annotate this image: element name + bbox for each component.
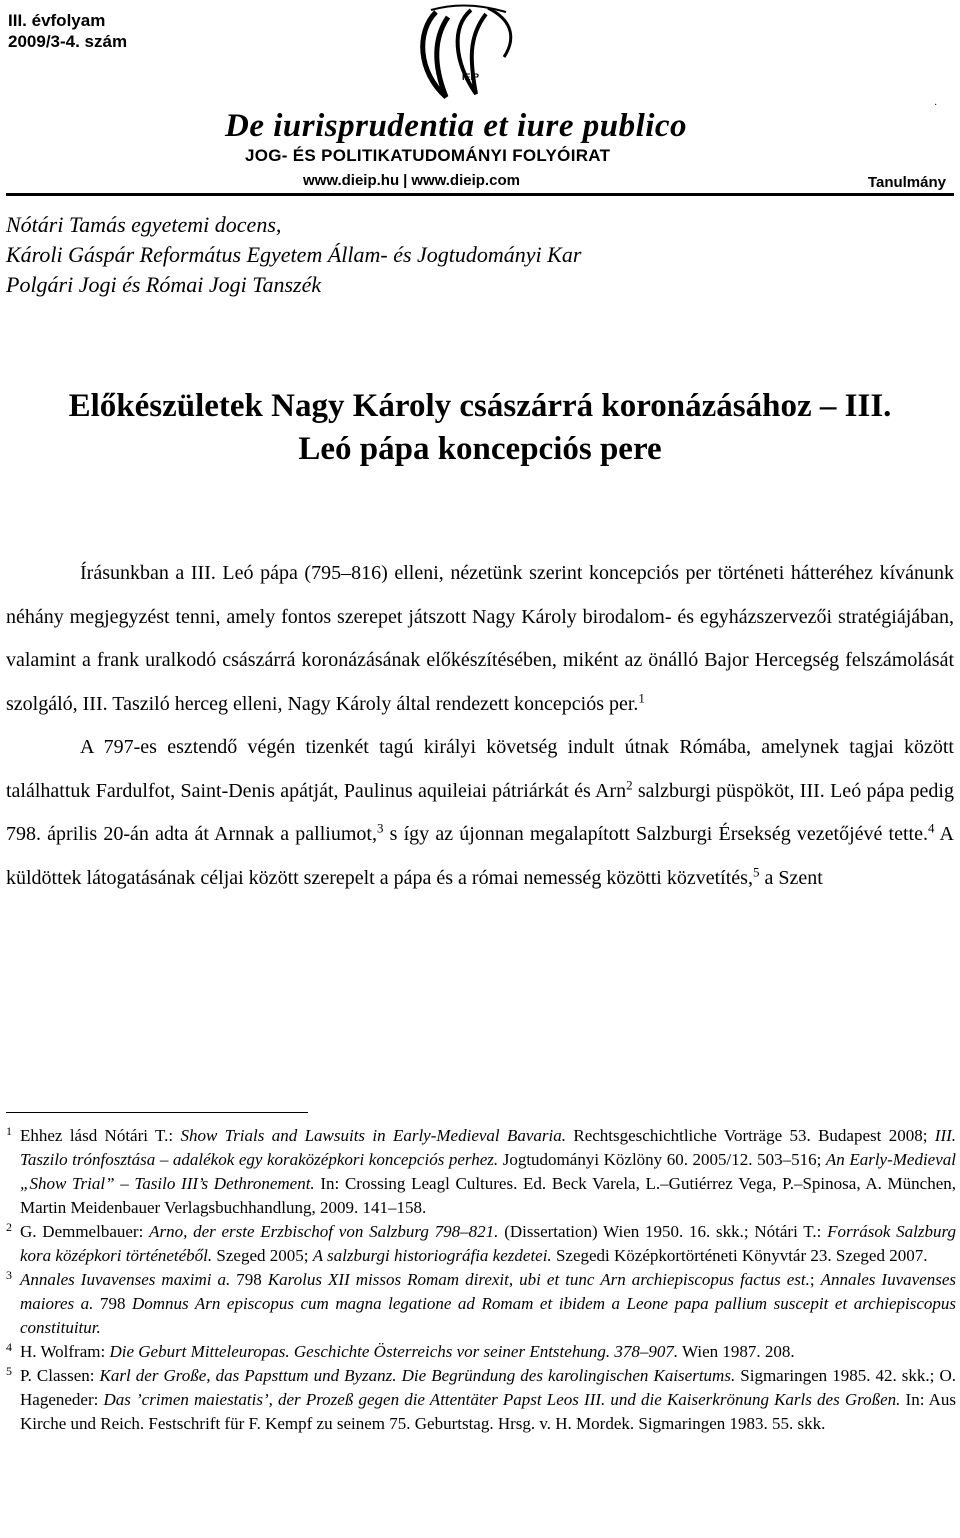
footnote bbox=[6, 1268, 956, 1340]
issue-label: 2009/3-4. szám bbox=[8, 32, 128, 51]
footnote-italic-text: III. Taszilo trónfosztása – adalékok egy koraközépkori koncepciós perhez. bbox=[20, 1126, 957, 1169]
header-divider bbox=[6, 193, 954, 196]
footnote-italic-text: Annales Iuvavenses maximi a. bbox=[20, 1270, 231, 1289]
footnote-italic-text: Karl der Große, das Papsttum und Byzanz. Die Begründung des karolingischen Kaisertums. bbox=[99, 1366, 736, 1385]
footnote-text: In: Aus Kirche und Reich. Festschrift für F. Kempf zu seinem 75. Geburtstag. Hrsg. v. H. Mordek. Sigmaringen 1983. 55. skk. bbox=[20, 1390, 957, 1433]
footnote-italic-text: Das ’crimen maiestatis’, der Prozeß gegen die Attentäter Papst Leos III. und die Kaiserkrönung Karls des Großen. bbox=[103, 1390, 901, 1409]
author-department-line: Polgári Jogi és Római Jogi Tanszék bbox=[6, 272, 322, 297]
article-title bbox=[0, 385, 960, 471]
footnote-ref-4[interactable]: 4 bbox=[927, 820, 935, 836]
footnote-separator bbox=[6, 1112, 308, 1113]
footnote-text: Rechtsgeschichtliche Vorträge 53. Budapest 2008; bbox=[566, 1126, 935, 1145]
footnote-italic-text: Arno, der erste Erzbischof von Salzburg 798–821. bbox=[149, 1222, 499, 1241]
journal-url-com[interactable]: www.dieip.com bbox=[411, 172, 520, 189]
footnote-italic-text: Források Salzburg kora középkori történetéből. bbox=[20, 1222, 957, 1265]
article-title-line-1: Előkészületek Nagy Károly császárrá koronázásához – III. bbox=[68, 388, 892, 424]
calligraphic-logo-icon bbox=[376, 2, 546, 112]
logo-badge: IEIP bbox=[462, 72, 480, 82]
body-paragraph-2-text-a: A 797-es esztendő végén tizenkét tagú királyi követség indult útnak Rómába, amelynek tagjai között találhattuk Fardulfot, Saint-Denis apátját, Paulinus aquileiai pátriárkát és Arn bbox=[6, 736, 954, 802]
article-title-line-2: Leó pápa koncepciós pere bbox=[298, 431, 662, 467]
footnote-text: Szegedi Középkortörténeti Könyvtár 23. Szeged 2007. bbox=[551, 1246, 928, 1265]
footnote-ref-1[interactable]: 1 bbox=[638, 689, 645, 705]
footnote-text: 798 bbox=[93, 1294, 132, 1313]
footnote-italic-text: An Early-Medieval „Show Trial” – Tasilo III’s Dethronement. bbox=[20, 1150, 956, 1193]
body-paragraph bbox=[6, 552, 954, 726]
footnote-number: 2 bbox=[6, 1220, 12, 1234]
volume-label: III. évfolyam bbox=[8, 11, 106, 30]
footnote-text: ; bbox=[809, 1270, 821, 1289]
body-paragraph-2-text-c: s így az újonnan megalapított Salzburgi Érsekség vezetőjévé tette. bbox=[383, 823, 928, 845]
footnote-italic-text: Domnus Arn episcopus cum magna legatione ad Romam et ibidem a Leone papa pallium suscepit et archiepiscopus constituitur. bbox=[20, 1294, 957, 1337]
decorative-dot: · bbox=[934, 100, 938, 111]
author-institution-line: Károli Gáspár Református Egyetem Állam- és Jogtudományi Kar bbox=[6, 242, 582, 267]
footnote bbox=[6, 1340, 956, 1364]
footnote-text: (Dissertation) Wien 1950. 16. skk.; Nótári T.: bbox=[498, 1222, 828, 1241]
footnote-ref-3[interactable]: 3 bbox=[376, 820, 384, 836]
footnote-italic-text: Karolus XII missos Romam direxit, ubi et tunc Arn archiepiscopus factus est. bbox=[267, 1270, 810, 1289]
journal-urls bbox=[303, 172, 520, 189]
footnote-text: Jogtudományi Közlöny 60. 2005/12. 503–516; bbox=[498, 1150, 826, 1169]
footnote-text: G. Demmelbauer: bbox=[20, 1222, 150, 1241]
footnote-text: 798 bbox=[230, 1270, 268, 1289]
body-paragraph-2-text-d: A küldöttek látogatásának céljai között szerepelt a pápa és a római nemesség közötti közvetítés, bbox=[6, 823, 955, 889]
footnote-ref-2[interactable]: 2 bbox=[626, 776, 633, 792]
footnote-number: 3 bbox=[6, 1268, 12, 1282]
article-type-label: Tanulmány bbox=[867, 174, 946, 191]
footnote-text: H. Wolfram: bbox=[20, 1342, 110, 1361]
footnote-text: In: Crossing Leagl Cultures. Ed. Beck Varela, L.–Gutiérrez Vega, P.–Spinosa, A. München, Martin Meidenbauer Verlagsbuchhandlung, 2009. 141–158. bbox=[20, 1174, 956, 1217]
footnote-text: Wien 1987. 208. bbox=[678, 1342, 795, 1361]
masthead-volume-block bbox=[8, 10, 127, 52]
footnote-text: P. Classen: bbox=[20, 1366, 100, 1385]
journal-logo bbox=[376, 2, 546, 112]
body-paragraph-2-text-b: salzburgi püspököt, III. Leó pápa pedig 798. április 20-án adta át Arnnak a palliumot, bbox=[6, 779, 954, 845]
footnotes-section bbox=[6, 1124, 956, 1436]
url-separator: | bbox=[403, 172, 408, 189]
footnote bbox=[6, 1124, 956, 1220]
body-paragraph bbox=[6, 726, 954, 900]
footnote-text: Sigmaringen 1985. 42. skk.; O. Hageneder: bbox=[20, 1366, 956, 1409]
author-block bbox=[6, 210, 581, 300]
footnote-number: 1 bbox=[6, 1124, 12, 1138]
footnote bbox=[6, 1364, 956, 1436]
article-body bbox=[6, 552, 954, 900]
footnote-ref-5[interactable]: 5 bbox=[752, 863, 760, 879]
body-paragraph-1-text: Írásunkban a III. Leó pápa (795–816) elleni, nézetünk szerint koncepciós per történeti hátteréhez kívánunk néhány megjegyzést tenni, amely fontos szerepet játszott Nagy Károly birodalom- és egyházszervezői stratégiájában, valamint a frank uralkodó császárrá koronázásának előkészítésében, miként az önálló Bajor Hercegség felszámolását szolgáló, III. Tasziló herceg elleni, Nagy Károly által rendezett koncepciós per. bbox=[6, 562, 954, 715]
footnote-italic-text: Annales Iuvavenses maiores a. bbox=[20, 1270, 957, 1313]
journal-subtitle: JOG- ÉS POLITIKATUDOMÁNYI FOLYÓIRAT bbox=[245, 146, 611, 165]
footnote-text: Szeged 2005; bbox=[212, 1246, 313, 1265]
footnote-number: 5 bbox=[6, 1364, 12, 1378]
journal-url-hu[interactable]: www.dieip.hu bbox=[303, 172, 400, 189]
footnote-italic-text: Die Geburt Mitteleuropas. Geschichte Österreichs vor seiner Entstehung. 378–907. bbox=[109, 1342, 679, 1361]
footnote-number: 4 bbox=[6, 1340, 12, 1354]
journal-title: De iurisprudentia et iure publico bbox=[225, 108, 688, 144]
footnote bbox=[6, 1220, 956, 1268]
footnote-text: Ehhez lásd Nótári T.: bbox=[20, 1126, 181, 1145]
footnote-italic-text: A salzburgi historiográfia kezdetei. bbox=[312, 1246, 552, 1265]
author-name-line: Nótári Tamás egyetemi docens, bbox=[6, 212, 282, 237]
body-paragraph-2-text-e: a Szent bbox=[759, 866, 823, 889]
footnote-italic-text: Show Trials and Lawsuits in Early-Medieval Bavaria. bbox=[180, 1126, 567, 1145]
